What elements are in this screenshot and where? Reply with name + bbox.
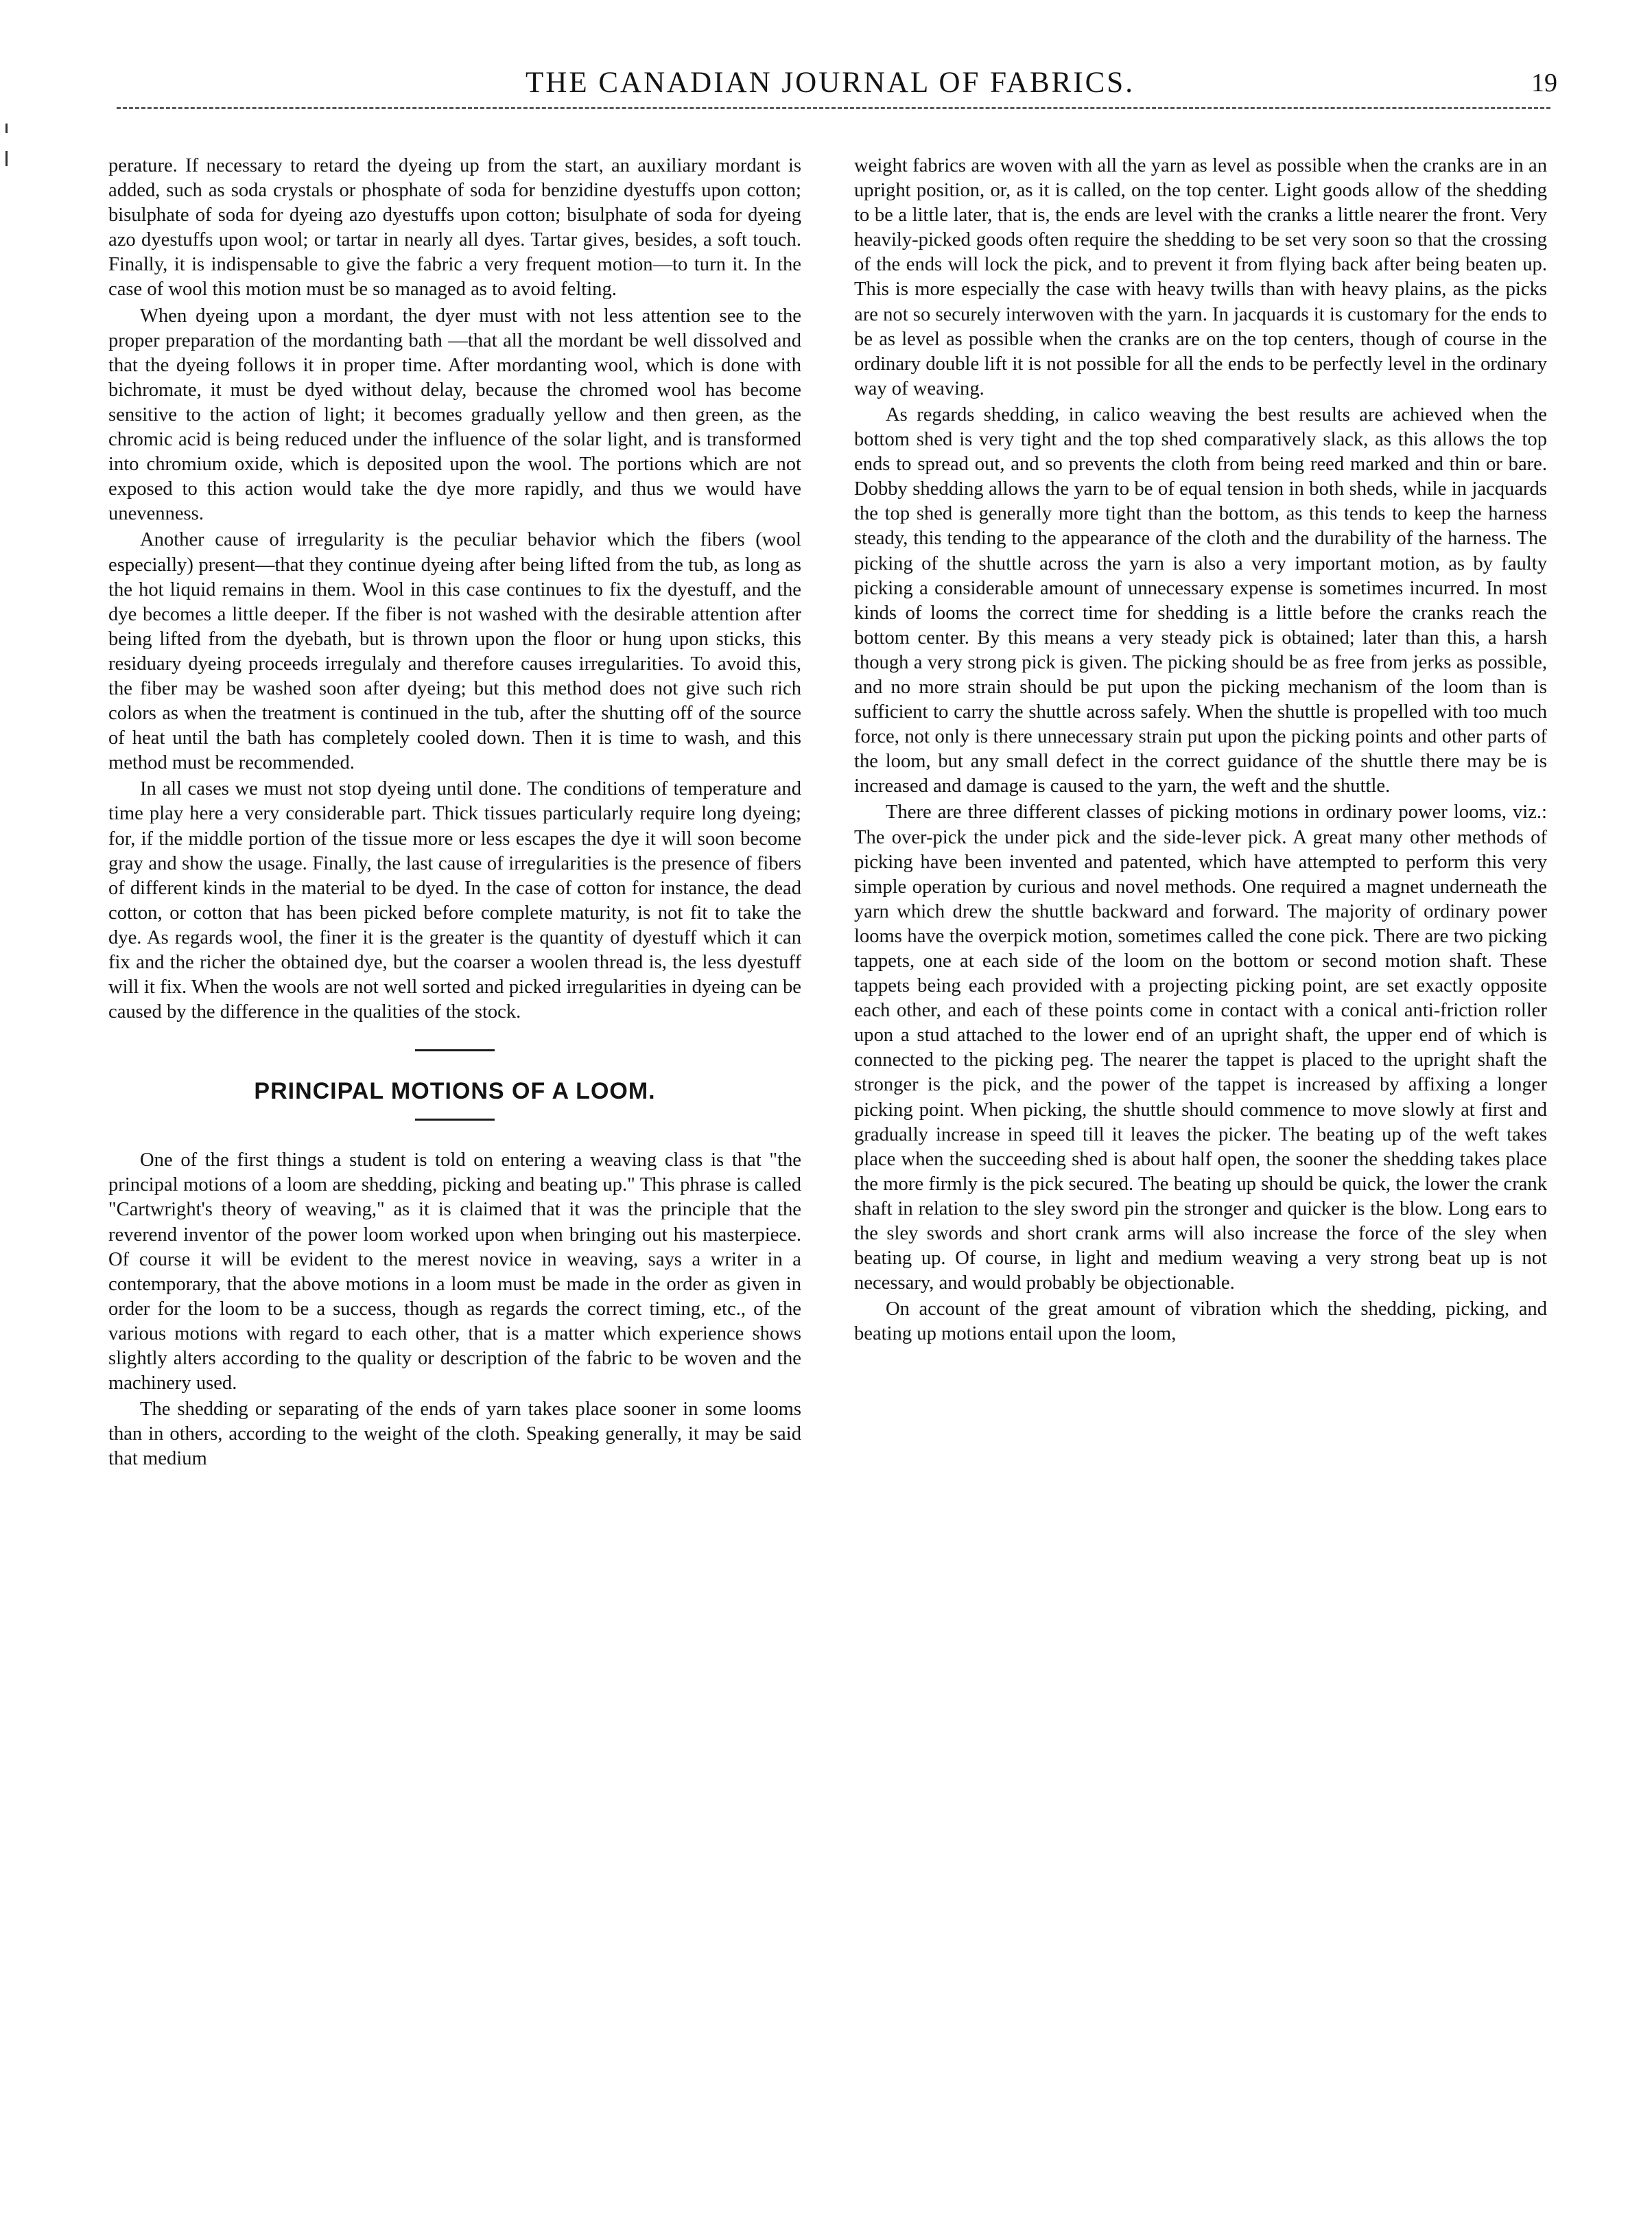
paragraph: perature. If necessary to retard the dyeing up from the start, an auxiliary mordant is added, such as soda crystals or phosphate of soda for benzidine dyestuffs upon cotton; bisulphate of soda for dyeing azo dyestuffs upon cotton; bisulphate of soda for dyeing azo dyestuffs upon wool; or tartar in nearly all dyes. Tartar gives, besides, a soft touch. Finally, it is indispensable to give the fabric a very frequent motion—to turn it. In the case of wool this motion must be so managed as to avoid felting. — [108, 155, 801, 301]
paragraph: On account of the great amount of vibration which the shedding, picking, and beating up motions entail upon the loom, — [854, 1298, 1547, 1345]
paragraph: As regards shedding, in calico weaving the best results are achieved when the bottom shed is very tight and the top shed comparatively slack, as this allows the top ends to spread out, and so prevents the cloth from being reed marked and thin or bare. Dobby shedding allows the yarn to be of equal tension in both sheds, while in jacquards the top shed is generally more tight than the bottom, as this tends to keep the harness steady, this tending to the appearance of the cloth and the durability of the harness. The picking of the shuttle across the yarn is also a very important motion, as by faulty picking a considerable amount of unnecessary expense is sometimes incurred. In most kinds of looms the correct time for shedding is a little before the cranks reach the bottom center. By this means a very steady pick is obtained; later than this, a harsh though a very strong pick is given. The picking should be as free from jerks as possible, and no more strain should be put upon the picking mechanism of the loom than is sufficient to carry the shuttle across safely. When the shuttle is propelled with too much force, not only is there unnecessary strain put upon the picking points and other parts of the loom, but any small defect in the correct guidance of the shuttle there may be is increased and damage is caused to the yarn, the weft and the shuttle. — [854, 404, 1547, 797]
right-column — [854, 154, 1547, 1347]
page-number: 19 — [1531, 69, 1557, 97]
section-divider — [415, 1119, 495, 1121]
paragraph: In all cases we must not stop dyeing until done. The conditions of temperature and time play here a very considerable part. Thick tissues particularly require long dyeing; for, if the middle portion of the tissue more or less escapes the dye it will soon become gray and show the usage. Finally, the last cause of irregularities is the presence of fibers of different kinds in the material to be dyed. In the case of cotton for instance, the dead cotton, or cotton that has been picked before complete maturity, is not fit to take the dye. As regards wool, the finer it is the greater is the quantity of dyestuff which it can fix and the richer the obtained dye, but the coarser a woolen thread is, the less dyestuff will it fix. When the wools are not well sorted and picked irregularities in dyeing can be caused by the difference in the qualities of the stock. — [108, 778, 801, 1023]
section-divider — [415, 1049, 495, 1051]
paragraph: The shedding or separating of the ends of yarn takes place sooner in some looms than in others, according to the weight of the cloth. Speaking generally, it may be said that medium — [108, 1399, 801, 1470]
left-column — [108, 154, 801, 1472]
header-rule — [117, 107, 1550, 109]
running-header — [103, 66, 1557, 107]
paragraph: One of the first things a student is told on entering a weaving class is that "the principal motions of a loom are shedding, picking and beating up." This phrase is called "Cartwright's theory of weaving," as it is claimed that it was the principle that the reverend inventor of the power loom worked upon when bringing out his masterpiece. Of course it will be evident to the merest novice in weaving, says a writer in a contemporary, that the above motions in a loom must be made in the order as given in order for the loom to be a success, though as regards the correct timing, etc., of the various motions with regard to each other, that is a matter which experience shows slightly alters according to the quality or description of the fabric to be woven and the machinery used. — [108, 1149, 801, 1394]
paragraph: weight fabrics are woven with all the yarn as level as possible when the cranks are in an upright position, or, as it is called, on the top center. Light goods allow of the shedding to be a little later, that is, the ends are level with the cranks a little nearer the front. Very heavily-picked goods often require the shedding to be set very soon so that the crossing of the ends will lock the pick, and to prevent it from flying back after being beaten up. This is more especially the case with heavy twills than with heavy plains, as the picks are not so securely interwoven with the yarn. In jacquards it is customary for the ends to be as level as possible when the cranks are on the top centers, though of course in the ordinary double lift it is not possible for all the ends to be perfectly level in the ordinary way of weaving. — [854, 155, 1547, 399]
paragraph: When dyeing upon a mordant, the dyer must with not less attention see to the proper preparation of the mordanting bath —that all the mordant be well dissolved and that the dyeing follows it in proper time. After mordanting wool, which is done with bichromate, it must be dyed without delay, because the chromed wool has become sensitive to the action of light; it becomes gradually yellow and then green, as the chromic acid is being reduced under the influence of the solar light, and is transformed into chromium oxide, which is deposited upon the wool. The portions which are not exposed to this action would take the dye more rapidly, and thus we would have unevenness. — [108, 305, 801, 525]
paragraph: Another cause of irregularity is the peculiar behavior which the fibers (wool especially) present—that they continue dyeing after being lifted from the tub, as long as the hot liquid remains in them. Wool in this case continues to fix the dyestuff, and the dye becomes a little deeper. If the fiber is not washed with the desirable attention after being lifted from the dyebath, but is thrown upon the floor or hung upon sticks, this residuary dyeing proceeds irregulaly and therefore causes irregularities. To avoid this, the fiber may be washed soon after dyeing; but this method does not give such rich colors as when the treatment is continued in the tub, after the shutting off of the source of heat until the bath has completely cooled down. Then it is time to wash, and this method must be recommended. — [108, 529, 801, 774]
journal-title: THE CANADIAN JOURNAL OF FABRICS. — [526, 67, 1135, 99]
margin-marks — [5, 124, 11, 192]
section-heading: PRINCIPAL MOTIONS OF A LOOM. — [254, 1078, 656, 1105]
paragraph: There are three different classes of picking motions in ordinary power looms, viz.: The over-pick the under pick and the side-lever pick. A great many other methods of picking have been invented and patented, which have attempted to perform this very simple operation by curious and novel methods. One required a magnet underneath the yarn which drew the shuttle backward and forward. The majority of ordinary power looms have the overpick motion, sometimes called the cone pick. There are two picking tappets, one at each side of the loom on the bottom or second motion shaft. These tappets being each provided with a projecting picking point, are set exactly opposite each other, and each of these points come in contact with a conical anti-friction roller upon a stud attached to the lower end of an upright shaft, the upper end of which is connected to the picking peg. The nearer the tappet is placed to the upright shaft the stronger is the pick, and the power of the tappet is increased by affixing a longer picking point. When picking, the shuttle should commence to move slowly at first and gradually increase in speed till it leaves the picker. The beating up of the weft takes place when the succeeding shed is about half open, the sooner the shedding takes place the more firmly is the pick secured. The beating up should be quick, the lower the crank shaft in relation to the sley sword pin the stronger and quicker is the blow. Long ears to the sley swords and short crank arms will also increase the force of the sley when beating up. Of course, in light and medium weaving a very strong beat up is not necessary, and would probably be objectionable. — [854, 802, 1547, 1294]
